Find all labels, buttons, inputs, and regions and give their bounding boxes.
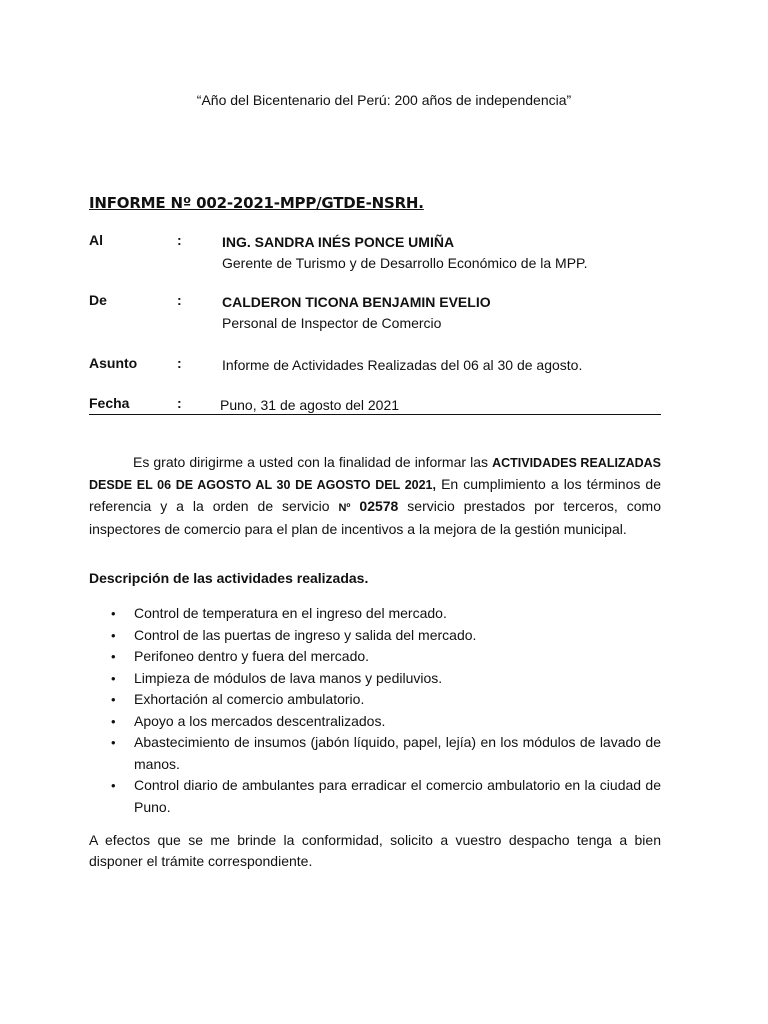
field-label-al: Al xyxy=(89,232,103,248)
activity-item xyxy=(89,603,661,625)
bullet-icon: • xyxy=(111,713,116,729)
field-colon: : xyxy=(177,355,182,371)
closing-paragraph: A efectos que se me brinde la conformidad, solicito a vuestro despacho tenga a bien disponer el trámite correspondiente. xyxy=(89,832,661,869)
order-number: 02578 xyxy=(350,498,399,514)
subject-value: Informe de Actividades Realizadas del 06 al 30 de agosto. xyxy=(222,357,583,373)
bullet-icon: • xyxy=(111,606,116,621)
activity-item xyxy=(89,775,661,818)
activity-text: Control de las puertas de ingreso y salida del mercado. xyxy=(134,626,477,643)
intro-text-2: En cumplimiento a los términos de referencia y a la orden de servicio xyxy=(89,476,662,514)
activity-item xyxy=(89,646,661,668)
activity-item xyxy=(89,711,661,733)
field-colon: : xyxy=(177,232,182,248)
field-label-de: De xyxy=(89,292,107,308)
bullet-icon: • xyxy=(111,735,116,750)
bullet-icon: • xyxy=(111,670,116,686)
activity-text: Control diario de ambulantes para erradicar el comercio ambulatorio en la ciudad de Puno. xyxy=(134,777,661,815)
activity-text: Apoyo a los mercados descentralizados. xyxy=(134,712,386,729)
activity-item xyxy=(89,689,661,711)
header-divider xyxy=(89,414,661,415)
activity-item xyxy=(89,732,661,775)
intro-bold-period: ACTIVIDADES REALIZADAS DESDE EL 06 DE AGOSTO AL 30 DE AGOSTO DEL 2021, xyxy=(89,456,661,492)
activity-text: Perifoneo dentro y fuera del mercado. xyxy=(134,648,370,664)
activities-list xyxy=(89,603,661,818)
intro-paragraph xyxy=(89,452,661,540)
field-label-asunto: Asunto xyxy=(89,355,138,371)
recipient-position: Gerente de Turismo y de Desarrollo Económico de la MPP. xyxy=(222,255,588,271)
field-value-de xyxy=(222,292,491,334)
field-label-fecha: Fecha xyxy=(89,395,130,411)
sender-name: CALDERON TICONA BENJAMIN EVELIO xyxy=(222,294,491,310)
activity-text: Control de temperatura en el ingreso del mercado. xyxy=(134,605,447,621)
activity-item xyxy=(89,668,661,690)
sender-position: Personal de Inspector de Comercio xyxy=(222,315,442,331)
document-motto: “Año del Bicentenario del Perú: 200 años de independencia” xyxy=(196,92,572,108)
date-value: Puno, 31 de agosto del 2021 xyxy=(220,397,400,413)
activity-text: Abastecimiento de insumos (jabón líquido, papel, lejía) en los módulos de lavado de manos. xyxy=(134,734,661,772)
intro-text-1: Es grato dirigirme a usted con la finalidad de informar las xyxy=(133,454,493,470)
activity-item xyxy=(89,625,661,647)
activity-text: Exhortación al comercio ambulatorio. xyxy=(134,691,365,707)
field-value-al xyxy=(222,232,587,274)
intro-text-3: servicio prestados por terceros, como inspectores de comercio para el plan de incentivos a la mejora de la gestión municipal. xyxy=(89,498,661,537)
field-colon: : xyxy=(177,395,182,411)
field-colon: : xyxy=(177,292,182,308)
activity-text: Limpieza de módulos de lava manos y pediluvios. xyxy=(134,669,443,686)
order-number-sign: Nº xyxy=(338,502,351,514)
recipient-name: ING. SANDRA INÉS PONCE UMIÑA xyxy=(222,234,455,250)
activities-heading: Descripción de las actividades realizadas. xyxy=(89,570,369,586)
bullet-icon: • xyxy=(111,778,116,793)
bullet-icon: • xyxy=(111,649,116,664)
bullet-icon: • xyxy=(111,692,116,707)
report-title: INFORME Nº 002-2021-MPP/GTDE-NSRH. xyxy=(89,194,424,212)
bullet-icon: • xyxy=(111,627,116,643)
